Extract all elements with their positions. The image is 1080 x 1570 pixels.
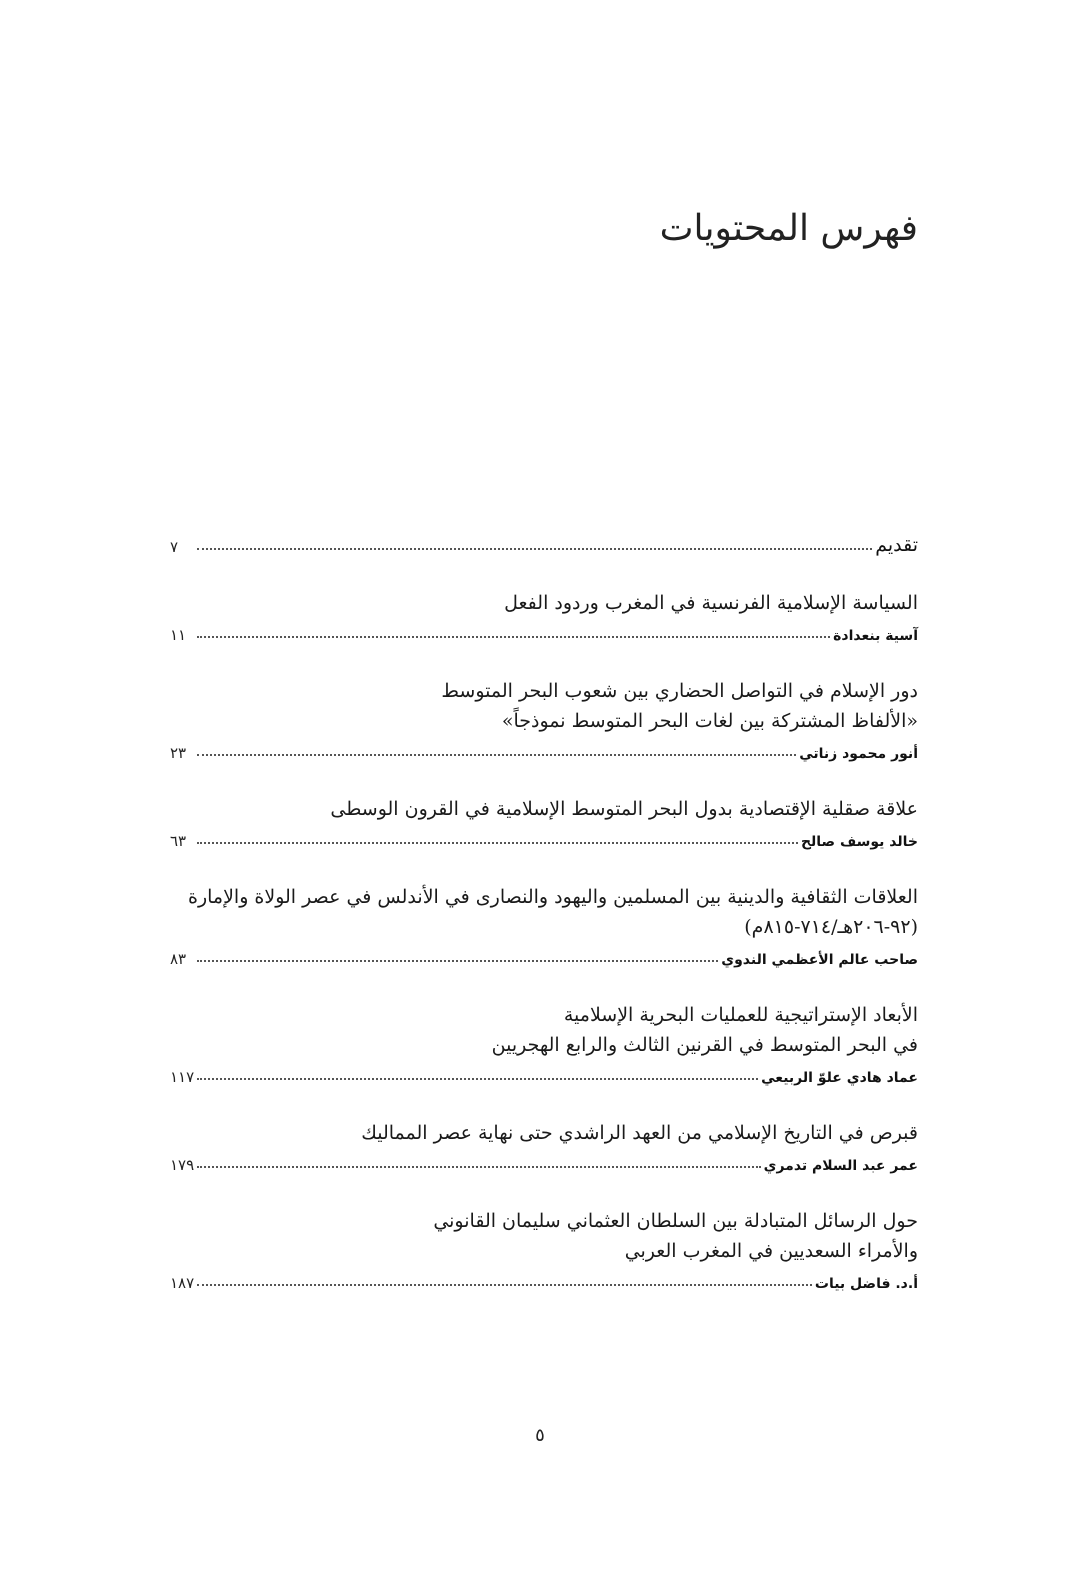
entry-author: خالد يوسف صالح (800, 834, 918, 850)
toc-entry[interactable] (170, 588, 918, 644)
entry-leader-row (170, 532, 918, 556)
entry-leader-row (170, 1150, 918, 1174)
entry-title: «الألفاظ المشتركة بين لغات البحر المتوسط نموذجاً» (501, 710, 918, 732)
entry-title: (٩٢-٢٠٦هـ/٧١٤-٨١٥م) (744, 916, 918, 938)
toc-entry[interactable] (170, 1000, 918, 1086)
entry-author: آسية بنعدادة (833, 628, 918, 644)
dot-leader (197, 548, 872, 550)
entry-title: تقديم (875, 534, 918, 556)
entry-title: في البحر المتوسط في القرنين الثالث والرابع الهجريين (491, 1034, 918, 1056)
entry-title: حول الرسائل المتبادلة بين السلطان العثماني سليمان القانوني (433, 1210, 918, 1232)
entry-page-number: ٦٣ (170, 832, 187, 850)
dot-leader (197, 842, 798, 844)
entry-page-number: ١١ (170, 626, 187, 644)
table-of-contents (170, 530, 918, 1292)
entry-leader-row (170, 1062, 918, 1086)
toc-entry[interactable] (170, 794, 918, 850)
entry-author: صاحب عالم الأعظمي الندوي (721, 952, 918, 968)
page-title: فهرس المحتويات (659, 208, 918, 249)
entry-page-number: ٢٣ (170, 744, 187, 762)
entry-title: علاقة صقلية الإقتصادية بدول البحر المتوسط الإسلامية في القرون الوسطى (330, 798, 918, 820)
entry-author: عماد هادي علوّ الربيعي (761, 1070, 918, 1086)
entry-leader-row (170, 620, 918, 644)
dot-leader (197, 960, 718, 962)
entry-title: العلاقات الثقافية والدينية بين المسلمين واليهود والنصارى في الأندلس في عصر الولاة والإمارة (187, 886, 918, 908)
entry-leader-row (170, 1268, 918, 1292)
toc-entry[interactable] (170, 532, 918, 556)
entry-leader-row (170, 738, 918, 762)
entry-author: أ.د. فاضل بيات (814, 1276, 918, 1292)
toc-entry[interactable] (170, 1206, 918, 1292)
dot-leader (197, 754, 796, 756)
entry-page-number: ٧ (170, 538, 179, 556)
entry-title: قبرص في التاريخ الإسلامي من العهد الراشدي حتى نهاية عصر المماليك (361, 1122, 918, 1144)
entry-page-number: ١٧٩ (170, 1156, 195, 1174)
entry-leader-row (170, 944, 918, 968)
dot-leader (197, 1078, 758, 1080)
toc-entry[interactable] (170, 1118, 918, 1174)
dot-leader (197, 636, 830, 638)
entry-page-number: ١٨٧ (170, 1274, 195, 1292)
entry-leader-row (170, 826, 918, 850)
toc-entry[interactable] (170, 676, 918, 762)
entry-page-number: ٨٣ (170, 950, 187, 968)
entry-title: الأبعاد الإستراتيجية للعمليات البحرية الإسلامية (563, 1004, 918, 1026)
entry-author: عمر عبد السلام تدمري (763, 1158, 918, 1174)
entry-page-number: ١١٧ (170, 1068, 195, 1086)
entry-title: دور الإسلام في التواصل الحضاري بين شعوب البحر المتوسط (441, 680, 918, 702)
entry-author: أنور محمود زناتي (799, 746, 918, 762)
entry-title: السياسة الإسلامية الفرنسية في المغرب وردود الفعل (504, 592, 918, 614)
dot-leader (197, 1166, 760, 1168)
page-number: ٥ (535, 1425, 545, 1446)
entry-title: والأمراء السعديين في المغرب العربي (624, 1240, 918, 1262)
toc-entry[interactable] (170, 882, 918, 968)
dot-leader (197, 1284, 812, 1286)
